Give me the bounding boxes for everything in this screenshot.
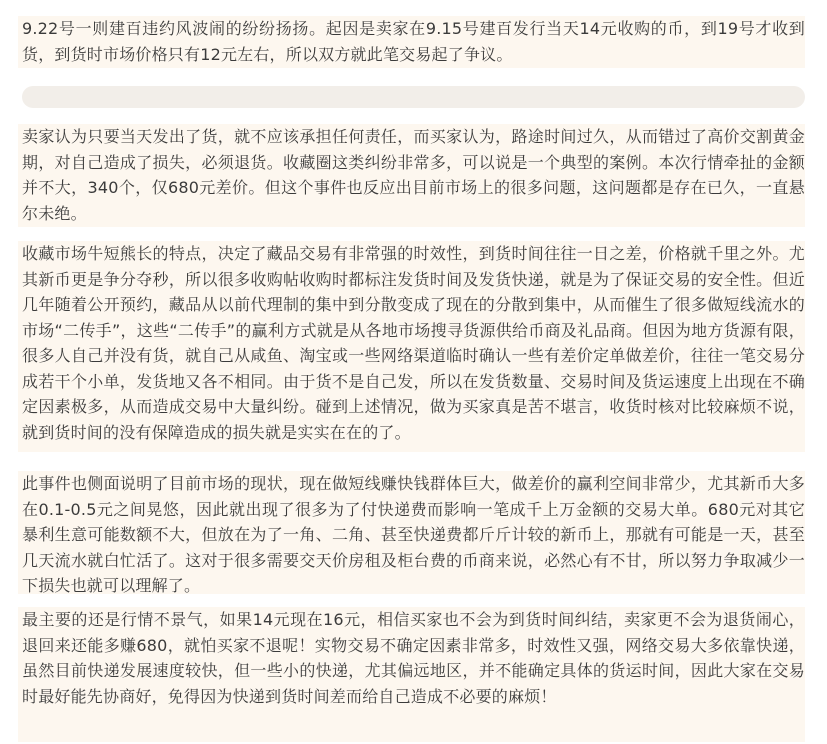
paragraph-5: 最主要的还是行情不景气，如果14元现在16元，相信买家也不会为到货时间纠结，卖家更不会为退货闹心，退回来还能多赚680，就怕买家不退呢！实物交易不确定因素非常多，时效性又强，网络交易大多依靠快递，虽然目前快递发展速度较快，但一些小的快递，尤其偏远地区，并不能确定具体的货运时间，因此大家在交易时最好能先协商好，免得因为快递到货时间差而给自己造成不必要的麻烦！ (22, 610, 805, 706)
paragraph-block-3 (18, 241, 805, 452)
paragraph-4: 此事件也侧面说明了目前市场的现状，现在做短线赚快钱群体巨大，做差价的赢利空间非常少，尤其新币大多在0.1-0.5元之间晃悠，因此就出现了很多为了付快递费而影响一笔成千上万金额的交易大单。680元对其它暴利生意可能数额不大，但放在为了一角、二角、甚至快递费都斤斤计较的新币上，那就有可能是一天，甚至几天流水就白忙活了。这对于很多需要交天价房租及柜台费的币商来说，必然心有不甘，所以努力争取减少一下损失也就可以理解了。 (22, 474, 805, 595)
paragraph-block-1 (18, 16, 805, 68)
paragraph-block-4 (18, 471, 805, 594)
paragraph-2: 卖家认为只要当天发出了货，就不应该承担任何责任，而买家认为，路途时间过久，从而错过了高价交割黄金期，对自己造成了损失，必须退货。收藏圈这类纠纷非常多，可以说是一个典型的案例。本次行情牵扯的金额并不大，340个，仅680元差价。但这个事件也反应出目前市场上的很多问题，这问题都是存在已久，一直悬尔未绝。 (22, 127, 805, 223)
paragraph-3: 收藏市场牛短熊长的特点，决定了藏品交易有非常强的时效性，到货时间往往一日之差，价格就千里之外。尤其新币更是争分夺秒，所以很多收购帖收购时都标注发货时间及发货快递，就是为了保证交易的安全性。但近几年随着公开预约，藏品从以前代理制的集中到分散变成了现在的分散到集中，从而催生了很多做短线流水的市场“二传手”，这些“二传手”的赢利方式就是从各地市场搜寻货源供给币商及礼品商。但因为地方货源有限，很多人自己并没有货，就自己从咸鱼、淘宝或一些网络渠道临时确认一些有差价定单做差价，往往一笔交易分成若干个小单，发货地又各不相同。由于货不是自己发，所以在发货数量、交易时间及货运速度上出现在不确定因素极多，从而造成交易中大量纠纷。碰到上述情况，做为买家真是苦不堪言，收货时核对比较麻烦不说，就到货时间的没有保障造成的损失就是实实在在的了。 (22, 244, 805, 442)
paragraph-block-2 (18, 124, 805, 227)
paragraph-1: 9.22号一则建百违约风波闹的纷纷扬扬。起因是卖家在9.15号建百发行当天14元收购的币，到19号才收到货，到货时市场价格只有12元左右，所以双方就此笔交易起了争议。 (22, 19, 805, 64)
divider-bar (22, 86, 805, 108)
paragraph-block-5 (18, 607, 805, 742)
